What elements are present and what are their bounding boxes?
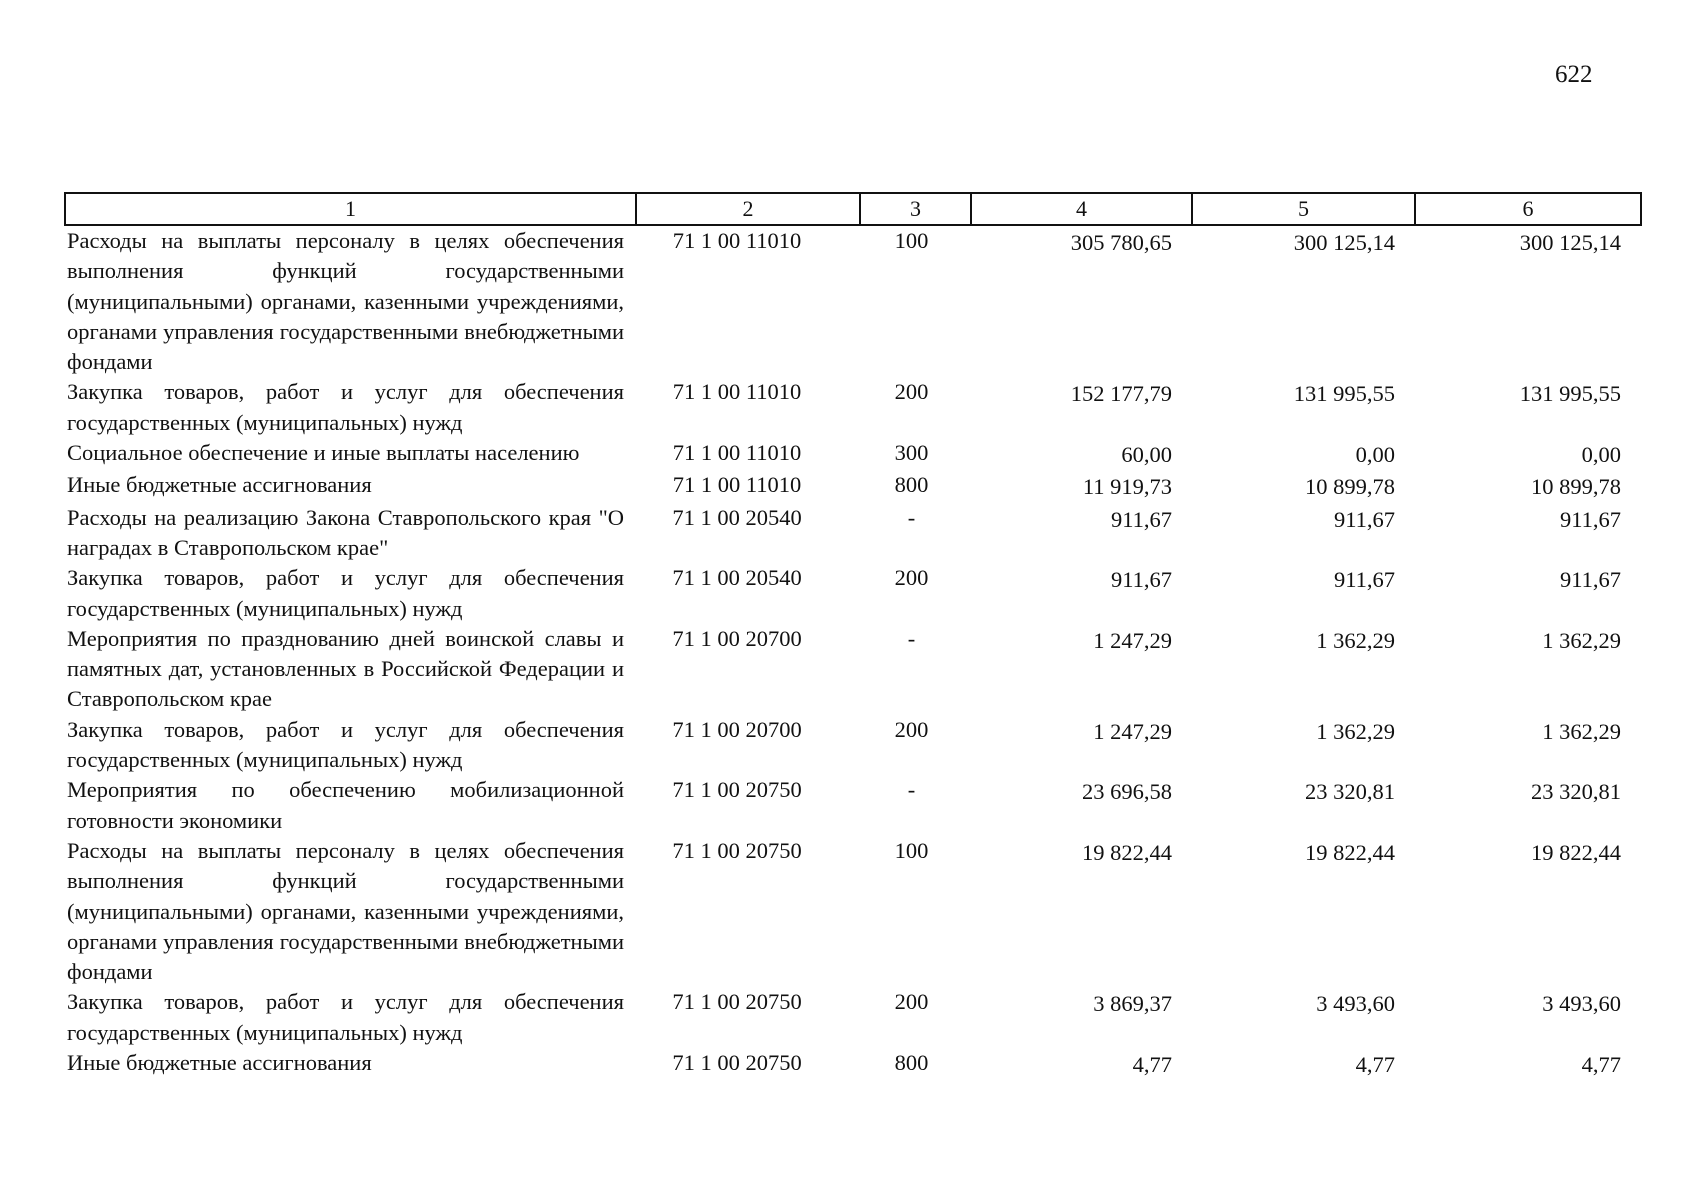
row-type: - [907,777,916,803]
row-name: Иные бюджетные ассигнования [67,472,372,498]
row-name: Закупка товаров, работ и услуг для обеспечения государственных (муниципальных) нужд [67,716,624,773]
row-code: 71 1 00 20750 [672,837,802,863]
row-type: - [907,625,916,651]
row-value-5: 911,67 [1333,567,1395,593]
row-type: 200 [894,379,929,405]
column-header-6: 6 [1415,193,1641,225]
row-value-5: 1 362,29 [1316,627,1395,653]
row-type: 800 [894,472,929,498]
row-value-5: 911,67 [1333,506,1395,532]
table-header [65,193,1641,225]
row-type: 300 [894,440,929,466]
row-type: 100 [894,228,929,253]
row-value-4: 152 177,79 [1070,381,1172,407]
row-name: Расходы на реализацию Закона Ставропольского края "О наградах в Ставропольском крае" [67,504,624,560]
row-code: 71 1 00 20540 [672,565,802,591]
column-header-3: 3 [860,193,971,225]
row-value-5: 23 320,81 [1305,779,1395,805]
row-name: Социальное обеспечение и иные выплаты населению [67,440,580,466]
row-value-4: 1 247,29 [1093,627,1172,653]
row-code: 71 1 00 11010 [672,228,802,253]
row-code: 71 1 00 11010 [672,440,802,466]
table-row [65,503,1641,564]
row-value-5: 131 995,55 [1293,381,1395,407]
row-value-6: 131 995,55 [1519,381,1621,407]
row-value-6: 911,67 [1559,567,1621,593]
table-row [65,1048,1641,1080]
table-row [65,225,1641,377]
table-row [65,563,1641,624]
row-value-4: 23 696,58 [1082,779,1172,805]
row-value-6: 23 320,81 [1531,779,1621,805]
row-name: Расходы на выплаты персоналу в целях обеспечения выполнения функций государственными (муниципальными) органами, казенными учреждениями, органами управления государственными внебюджетными фондами [67,837,624,985]
column-header-5: 5 [1192,193,1415,225]
table-body [65,225,1641,1080]
row-code: 71 1 00 20750 [672,777,802,803]
column-header-2: 2 [636,193,860,225]
row-value-5: 19 822,44 [1305,839,1395,865]
header-row [65,193,1641,225]
row-value-5: 0,00 [1355,442,1395,468]
row-name: Закупка товаров, работ и услуг для обеспечения государственных (муниципальных) нужд [67,989,624,1045]
row-value-5: 300 125,14 [1293,230,1395,255]
row-type: 200 [894,989,929,1015]
row-name: Закупка товаров, работ и услуг для обеспечения государственных (муниципальных) нужд [67,565,624,621]
row-code: 71 1 00 11010 [672,472,802,498]
row-value-4: 911,67 [1110,506,1172,532]
page-number: 622 [1555,61,1593,88]
row-value-4: 4,77 [1132,1052,1172,1078]
column-header-4: 4 [971,193,1192,225]
row-value-6: 1 362,29 [1542,718,1621,744]
table-row [65,377,1641,438]
row-code: 71 1 00 20750 [672,989,802,1015]
row-value-4: 60,00 [1121,442,1172,468]
row-value-4: 11 919,73 [1082,474,1172,500]
row-code: 71 1 00 20540 [672,504,802,530]
row-value-6: 300 125,14 [1519,230,1621,255]
table-row [65,775,1641,836]
row-code: 71 1 00 20700 [672,625,802,651]
row-code: 71 1 00 11010 [672,379,802,405]
row-name: Расходы на выплаты персоналу в целях обеспечения выполнения функций государственными (муниципальными) органами, казенными учреждениями, органами управления государственными внебюджетными фондами [67,228,624,375]
table-row [65,836,1641,987]
table-row [65,987,1641,1048]
row-type: 100 [894,837,929,863]
row-value-6: 3 493,60 [1542,991,1621,1017]
column-header-1: 1 [65,193,636,225]
table-row [65,470,1641,502]
row-value-5: 4,77 [1355,1052,1395,1078]
row-value-6: 10 899,78 [1531,474,1621,500]
table-row [65,624,1641,715]
row-name: Мероприятия по празднованию дней воинской славы и памятных дат, установленных в Российской Федерации и Ставропольском крае [67,625,624,712]
row-value-4: 19 822,44 [1082,839,1172,865]
table-row [65,438,1641,470]
row-name: Закупка товаров, работ и услуг для обеспечения государственных (муниципальных) нужд [67,379,624,435]
row-value-6: 0,00 [1581,442,1621,468]
row-value-6: 19 822,44 [1531,839,1621,865]
row-code: 71 1 00 20700 [672,716,802,742]
row-value-4: 1 247,29 [1093,718,1172,744]
row-value-6: 1 362,29 [1542,627,1621,653]
row-type: 200 [894,565,929,591]
row-value-6: 911,67 [1559,506,1621,532]
row-value-5: 10 899,78 [1305,474,1395,500]
row-value-4: 3 869,37 [1093,991,1172,1017]
row-value-5: 3 493,60 [1316,991,1395,1017]
row-type: 200 [894,716,929,742]
row-name: Иные бюджетные ассигнования [67,1050,372,1076]
budget-table [64,192,1642,1080]
row-type: - [907,504,916,530]
row-value-5: 1 362,29 [1316,718,1395,744]
row-type: 800 [894,1050,929,1076]
row-value-4: 911,67 [1110,567,1172,593]
row-name: Мероприятия по обеспечению мобилизационной готовности экономики [67,777,624,833]
row-code: 71 1 00 20750 [672,1050,802,1076]
table-row [65,715,1641,776]
row-value-4: 305 780,65 [1070,230,1172,255]
row-value-6: 4,77 [1581,1052,1621,1078]
